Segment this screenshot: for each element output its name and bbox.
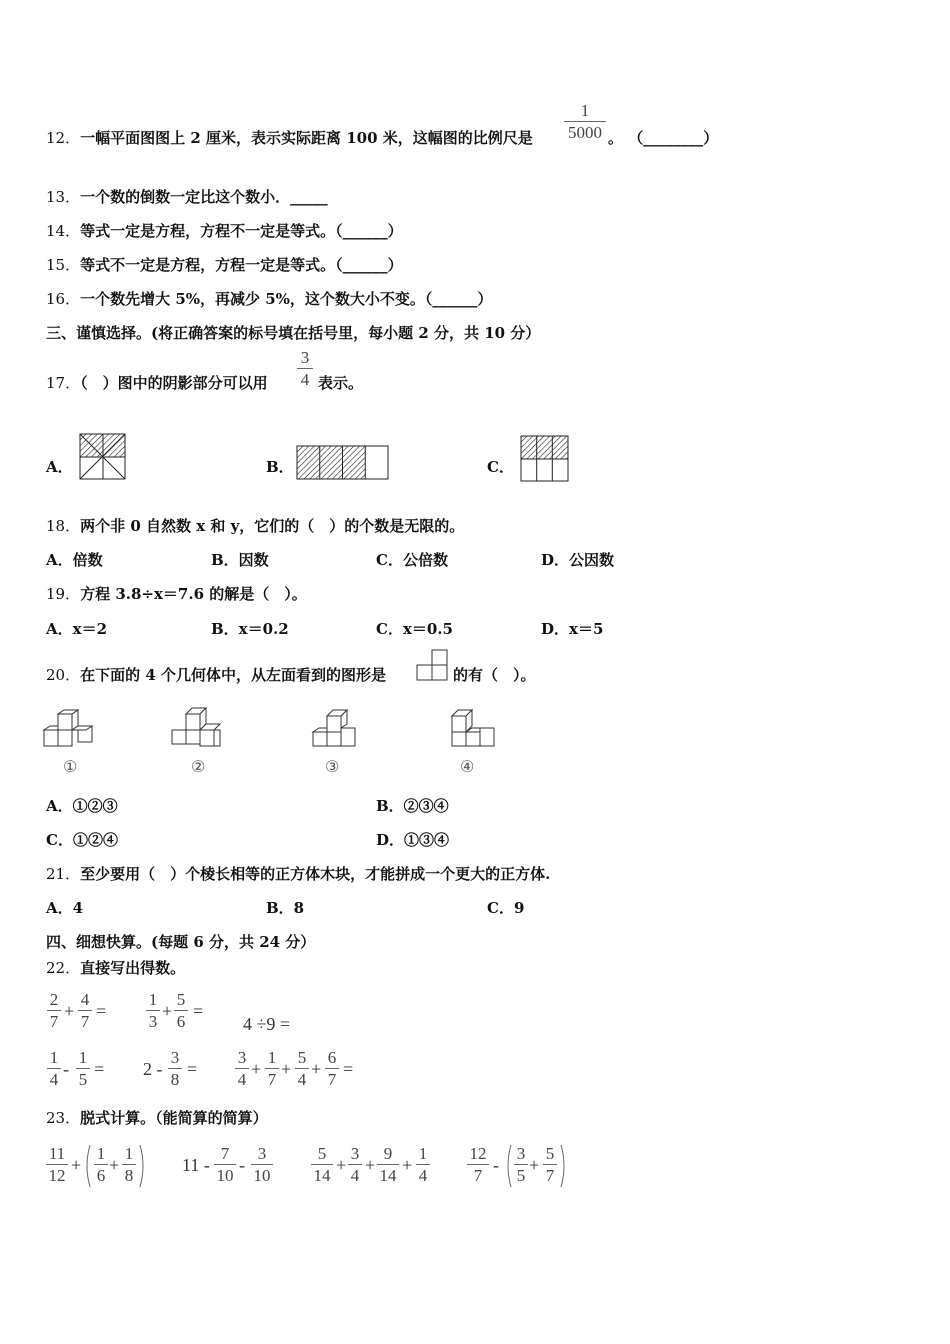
figure-c-grid <box>521 436 569 482</box>
answer-blank[interactable]: 。 （________） <box>608 129 719 147</box>
question-12 <box>46 128 533 148</box>
calc-4-div-9: 4 ÷9 = <box>243 1014 291 1034</box>
figure-label-4: ④ <box>460 757 475 776</box>
denominator: 5000 <box>568 123 602 142</box>
solid-figure-3 <box>313 710 373 750</box>
option-b[interactable]: B．x＝0.2 <box>211 620 289 638</box>
question-23: 23．脱式计算。（能简算的简算） <box>46 1109 268 1127</box>
question-21: 21．至少要用（ ）个棱长相等的正方体木块，才能拼成一个更大的正方体. <box>46 865 551 883</box>
option-b[interactable]: B．8 <box>266 899 305 917</box>
option-a[interactable]: A．倍数 <box>46 551 103 569</box>
question-13: 13．一个数的倒数一定比这个数小．_____ <box>46 188 328 206</box>
question-text-tail: 的有（ ）。 <box>453 666 536 684</box>
figure-b-strip <box>297 446 389 480</box>
option-b-label[interactable]: B． <box>266 458 294 476</box>
option-a-label[interactable]: A． <box>46 458 73 476</box>
question-16: 16．一个数先增大 5%，再减少 5%，这个数大小不变。（______） <box>46 290 493 308</box>
three-quarters-fraction: 3 4 <box>297 349 313 388</box>
figure-label-3: ③ <box>325 757 340 776</box>
option-a[interactable]: A．①②③ <box>46 797 118 815</box>
question-text-tail: 表示。 <box>318 374 364 392</box>
figure-a-octants <box>80 434 126 480</box>
solid-figure-2 <box>172 708 232 750</box>
question-number: 12． <box>46 129 81 147</box>
question-15: 15．等式不一定是方程，方程一定是等式。（______） <box>46 256 403 274</box>
question-14: 14．等式一定是方程，方程不一定是等式。（______） <box>46 222 403 240</box>
option-c[interactable]: C．①②④ <box>46 831 118 849</box>
solid-figure-1 <box>44 710 104 750</box>
option-c[interactable]: C．x＝0.5 <box>376 620 453 638</box>
option-d[interactable]: D．①③④ <box>376 831 450 849</box>
figure-label-2: ② <box>191 757 206 776</box>
left-view-shape-icon <box>417 650 449 682</box>
question-20: 20．在下面的 4 个几何体中，从左面看到的图形是 <box>46 666 386 684</box>
option-d[interactable]: D．x＝5 <box>541 620 604 638</box>
question-17: 17．（ ）图中的阴影部分可以用 <box>46 374 268 392</box>
option-b[interactable]: B．②③④ <box>376 797 449 815</box>
question-text: 一幅平面图图上 2 厘米，表示实际距离 100 米，这幅图的比例尺是 <box>80 129 533 147</box>
question-18: 18．两个非 0 自然数 x 和 y，它们的（ ）的个数是无限的。 <box>46 517 465 535</box>
numerator: 1 <box>580 101 590 120</box>
option-a[interactable]: A．4 <box>46 899 84 917</box>
section-3-heading: 三、谨慎选择。(将正确答案的标号填在括号里，每小题 2 分，共 10 分） <box>46 324 541 342</box>
section-4-heading: 四、细想快算。(每题 6 分，共 24 分） <box>46 933 316 951</box>
option-c[interactable]: C．公倍数 <box>376 551 448 569</box>
option-a[interactable]: A．x＝2 <box>46 620 108 638</box>
option-b[interactable]: B．因数 <box>211 551 269 569</box>
figure-label-1: ① <box>63 757 78 776</box>
option-c[interactable]: C．9 <box>487 899 525 917</box>
option-c-label[interactable]: C． <box>487 458 514 476</box>
option-d[interactable]: D．公因数 <box>541 551 615 569</box>
question-19: 19．方程 3.8÷x＝7.6 的解是（ ）。 <box>46 585 307 603</box>
scale-fraction <box>564 102 606 141</box>
solid-figure-4 <box>452 710 512 750</box>
question-22: 22．直接写出得数。 <box>46 959 186 977</box>
